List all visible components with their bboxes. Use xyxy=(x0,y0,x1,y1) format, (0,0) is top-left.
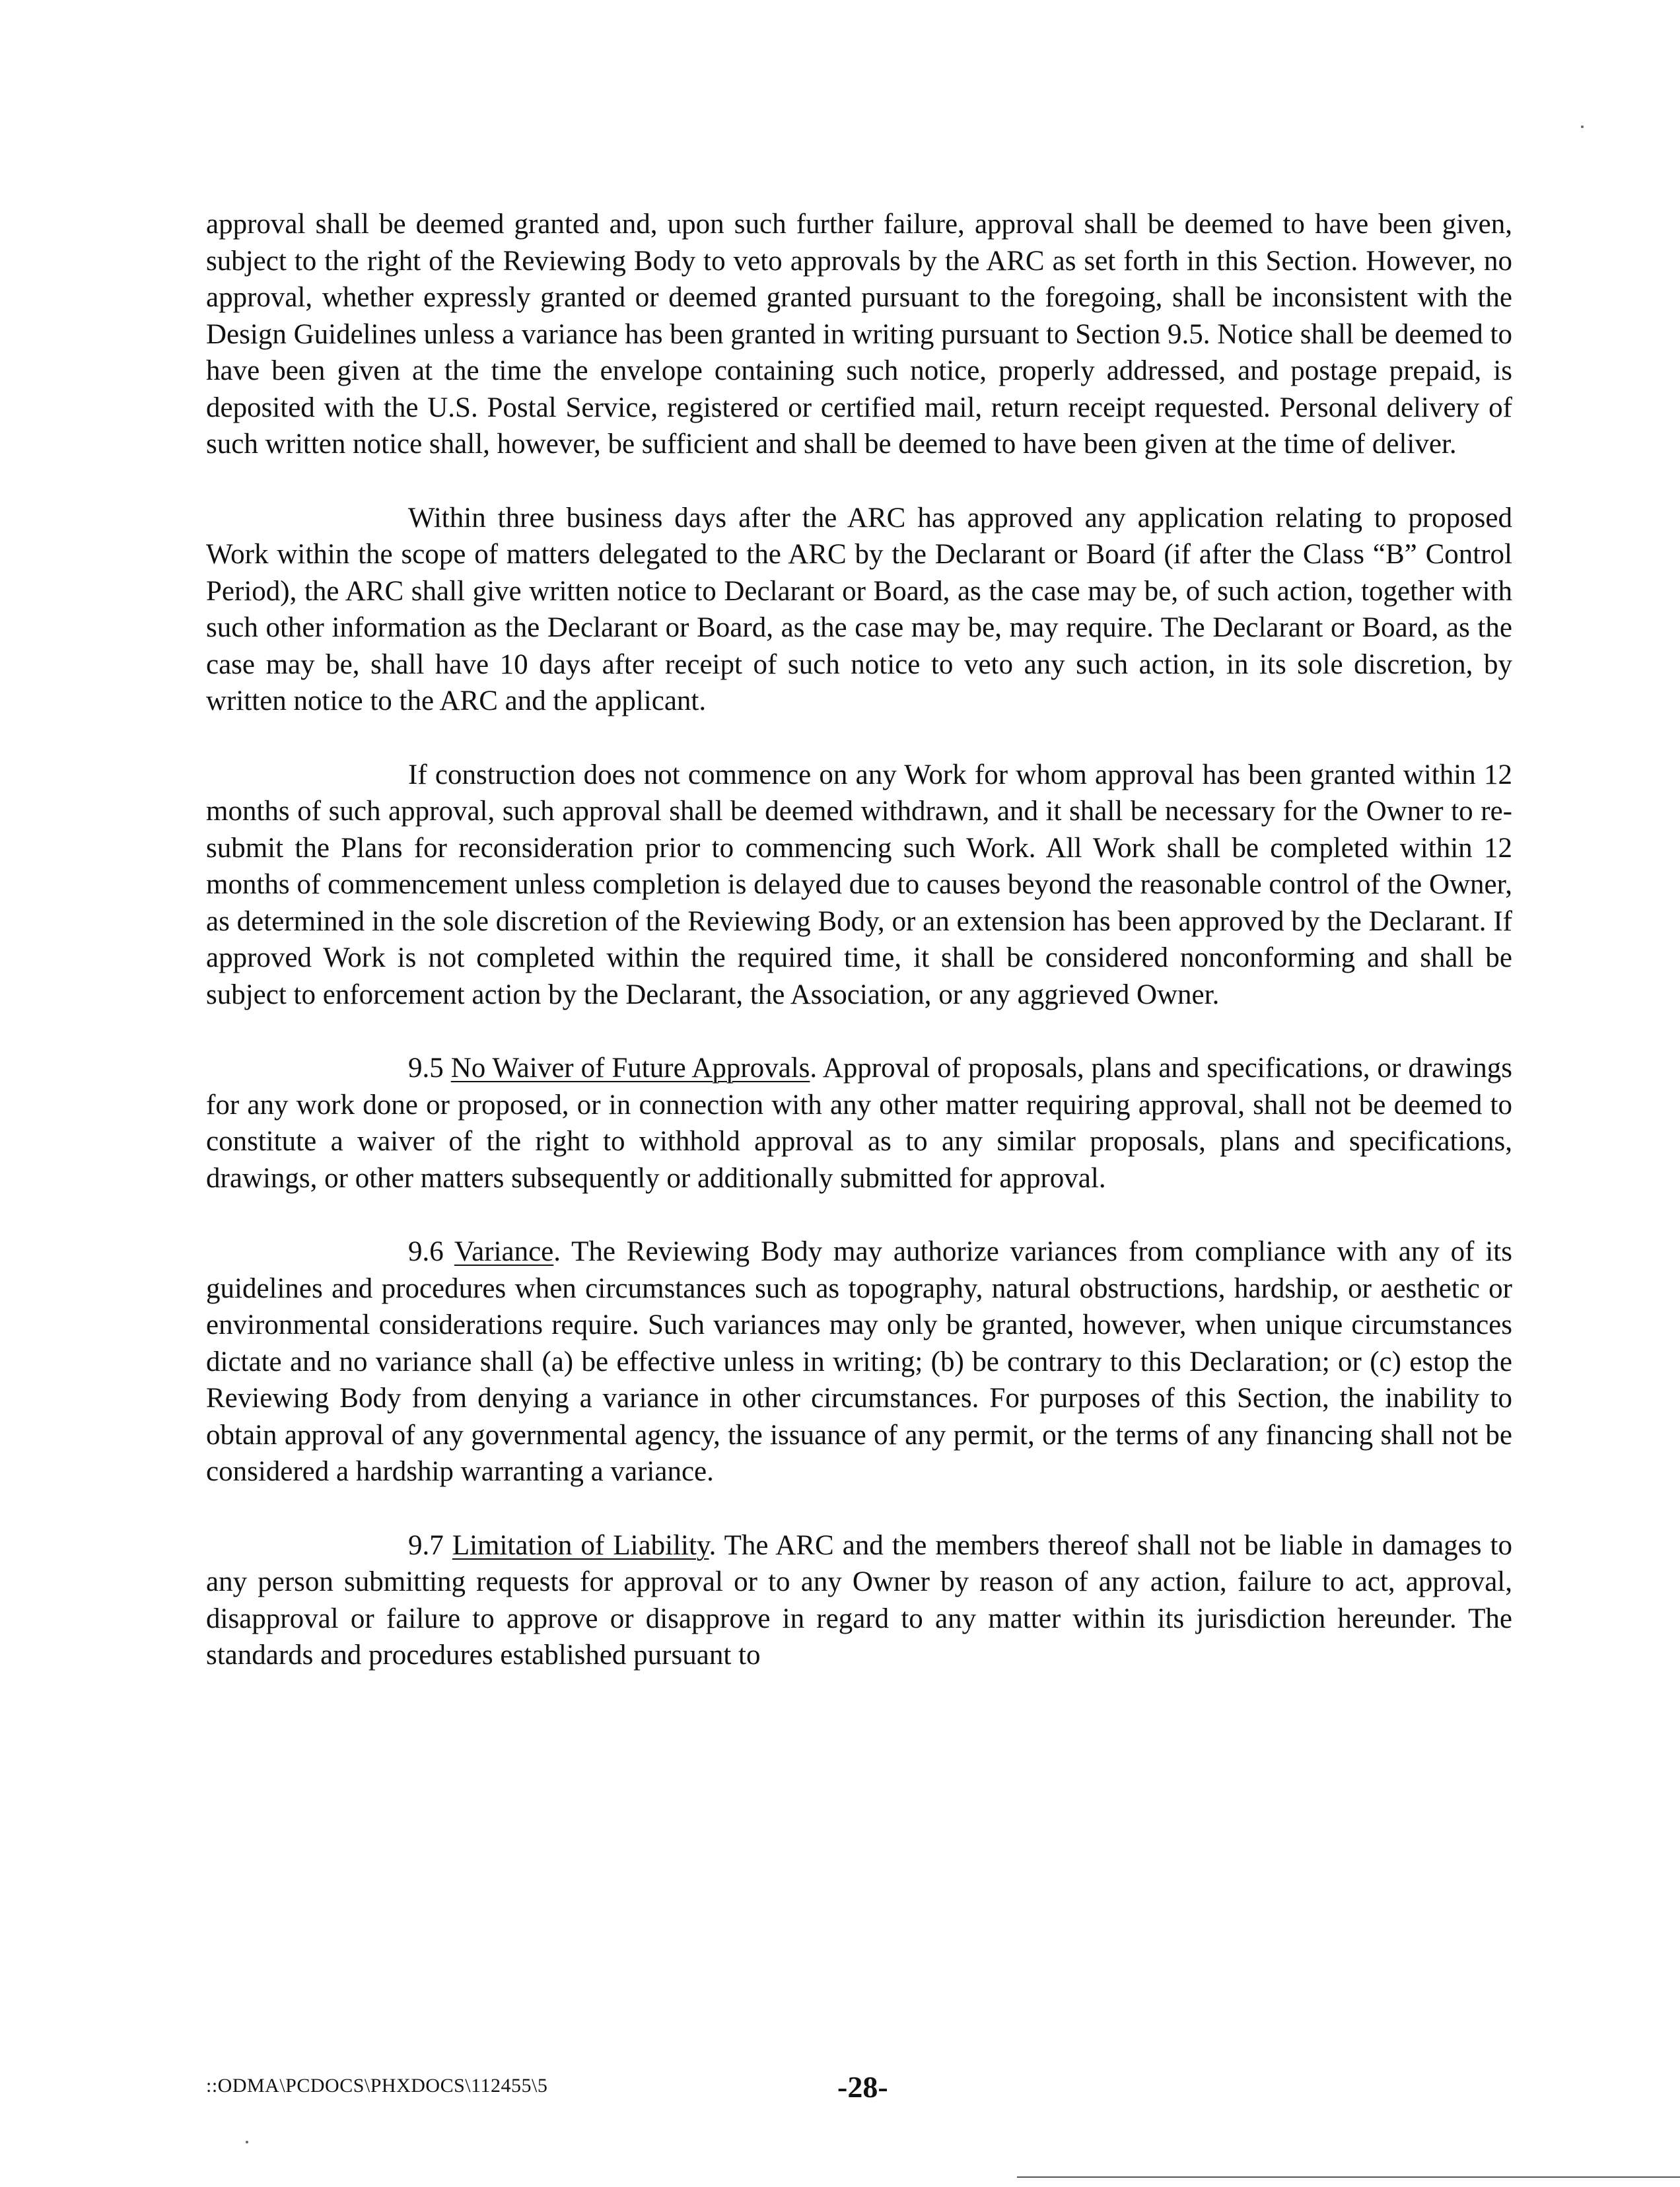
paragraph-deemed-approval: approval shall be deemed granted and, upon such further failure, approval shall be deemed to have been given, subject to the right of the Reviewing Body to veto approvals by the ARC as set forth in this Section. However, no approval, whether expressly granted or deemed granted pursuant to the foregoing, shall be inconsistent with the Design Guidelines unless a variance has been granted in writing pursuant to Section 9.5. Notice shall be deemed to have been given at the time the envelope containing such notice, properly addressed, and postage prepaid, is deposited with the U.S. Postal Service, registered or certified mail, return receipt requested. Personal delivery of such written notice shall, however, be sufficient and shall be deemed to have been given at the time of deliver. xyxy=(206,209,1512,460)
section-9-5 xyxy=(206,1050,1512,1197)
scan-speck xyxy=(1581,125,1584,128)
section-number: 9.6 xyxy=(408,1236,444,1267)
paragraph-arc-notice: Within three business days after the ARC has approved any application relating to proposed Work within the scope of matters delegated to the ARC by the Declarant or Board (if after the Class “B” Control Period), the ARC shall give written notice to Declarant or Board, as the case may be, of such action, together with such other information as the Declarant or Board, as the case may be, may require. The Declarant or Board, as the case may be, shall have 10 days after receipt of such notice to veto any such action, in its sole discretion, by written notice to the ARC and the applicant. xyxy=(206,502,1512,716)
paragraph-construction-commencement: If construction does not commence on any Work for whom approval has been granted within 12 months of such approval, such approval shall be deemed withdrawn, and it shall be necessary for the Owner to re-submit the Plans for reconsideration prior to commencing such Work. All Work shall be completed within 12 months of commencement unless completion is delayed due to causes beyond the reasonable control of the Owner, as determined in the sole discretion of the Reviewing Body, or an extension has been approved by the Declarant. If approved Work is not completed within the required time, it shall be considered nonconforming and shall be subject to enforcement action by the Declarant, the Association, or any aggrieved Owner. xyxy=(206,759,1512,1010)
section-number: 9.5 xyxy=(408,1053,444,1084)
footer-document-path: ::ODMA\PCDOCS\PHXDOCS\112455\5 xyxy=(206,2075,548,2097)
section-9-7 xyxy=(206,1527,1512,1674)
section-number: 9.7 xyxy=(408,1529,444,1561)
section-heading: Variance xyxy=(454,1236,554,1267)
section-body: . The ARC and the members thereof shall not be liable in damages to any person submitting requests for approval or to any Owner by reason of any action, failure to act, approval, disapproval or failure to approve or disapprove in regard to any matter within its jurisdiction hereunder. The standards and procedures established pursuant to xyxy=(206,1529,1512,1671)
section-body: . The Reviewing Body may authorize variances from compliance with any of its guidelines and procedures when circumstances such as topography, natural obstructions, hardship, or aesthetic or environmental considerations require. Such variances may only be granted, however, when unique circumstances dictate and no variance shall (a) be effective unless in writing; (b) be contrary to this Declaration; or (c) estop the Reviewing Body from denying a variance in other circumstances. For purposes of this Section, the inability to obtain approval of any governmental agency, the issuance of any permit, or the terms of any financing shall not be considered a hardship warranting a variance. xyxy=(206,1236,1512,1487)
page-number: -28- xyxy=(837,2070,888,2104)
scan-edge-line xyxy=(1017,2176,1680,2178)
section-heading: No Waiver of Future Approvals xyxy=(450,1053,810,1084)
section-9-6 xyxy=(206,1233,1512,1490)
scan-speck xyxy=(246,2141,248,2143)
body-text xyxy=(206,206,1512,1711)
section-heading: Limitation of Liability xyxy=(452,1529,709,1561)
section-body: . Approval of proposals, plans and specifications, or drawings for any work done or proposed, or in connection with any other matter requiring approval, shall not be deemed to constitute a waiver of the right to withhold approval as to any similar proposals, plans and specifications, drawings, or other matters subsequently or additionally submitted for approval. xyxy=(206,1053,1512,1194)
